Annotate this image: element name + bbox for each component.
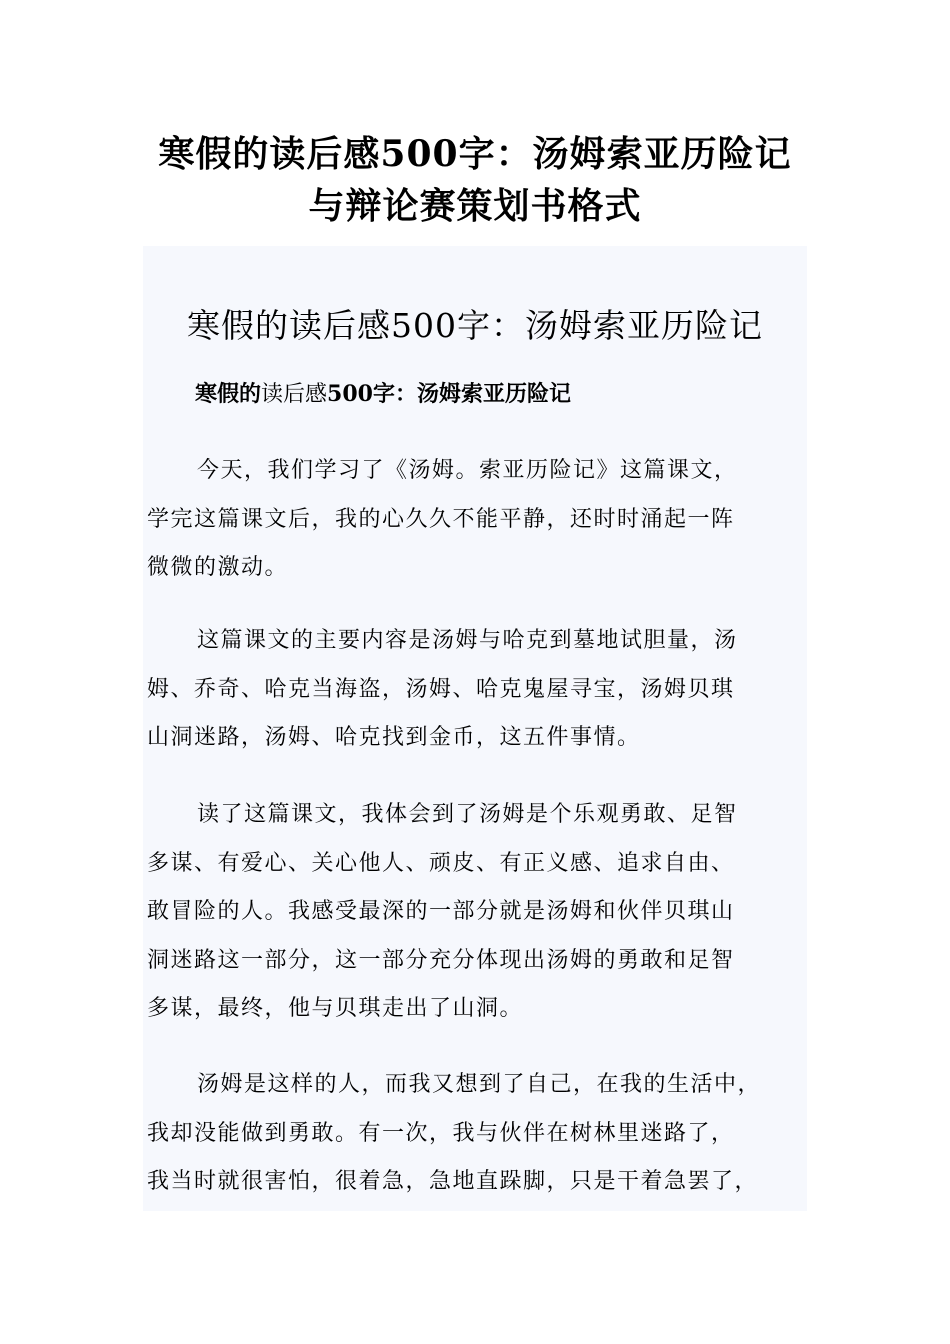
- section-subtitle: [195, 378, 571, 411]
- subtitle-part-1: 寒假的: [195, 381, 262, 407]
- paragraph-line: 多谋、有爱心、关心他人、顽皮、有正义感、追求自由、: [147, 850, 735, 876]
- document-title: [0, 128, 950, 232]
- paragraph-1: [147, 447, 807, 593]
- paragraph-line: 今天，我们学习了《汤姆。索亚历险记》这篇课文，: [197, 458, 738, 483]
- paragraph-line: 这篇课文的主要内容是汤姆与哈克到墓地试胆量，汤: [197, 628, 738, 653]
- paragraph-line: 微微的激动。: [147, 555, 289, 580]
- paragraph-2: [147, 617, 807, 763]
- paragraph-4: [147, 1061, 807, 1207]
- paragraph-line: 汤姆是这样的人，而我又想到了自己，在我的生活中，: [197, 1072, 762, 1097]
- paragraph-line: 我却没能做到勇敢。有一次，我与伙伴在树林里迷路了，: [147, 1120, 735, 1146]
- paragraph-line: 敢冒险的人。我感受最深的一部分就是汤姆和伙伴贝琪山: [147, 899, 735, 924]
- content-panel: [143, 246, 807, 1211]
- paragraph-line: 读了这篇课文，我体会到了汤姆是个乐观勇敢、足智: [197, 802, 738, 827]
- paragraph-3: [147, 791, 807, 1034]
- paragraph-line: 学完这篇课文后，我的心久久不能平静，还时时涌起一阵: [147, 506, 735, 532]
- paragraph-line: 我当时就很害怕，很着急，急地直跺脚，只是干着急罢了，: [147, 1169, 759, 1194]
- subtitle-part-2: 读后感: [261, 382, 328, 407]
- paragraph-line: 姆、乔奇、哈克当海盗，汤姆、哈克鬼屋寻宝，汤姆贝琪: [147, 676, 735, 702]
- paragraph-line: 山洞迷路，汤姆、哈克找到金币，这五件事情。: [147, 725, 641, 750]
- paragraph-line: 多谋，最终，他与贝琪走出了山洞。: [147, 996, 524, 1021]
- paragraph-line: 洞迷路这一部分，这一部分充分体现出汤姆的勇敢和足智: [147, 947, 735, 973]
- document-title-line-2: 与辩论赛策划书格式: [308, 185, 642, 227]
- subtitle-part-3: 500字：汤姆索亚历险记: [327, 381, 571, 407]
- document-title-line-1: 寒假的读后感500字：汤姆索亚历险记: [158, 133, 792, 175]
- section-heading: 寒假的读后感500字：汤姆索亚历险记: [187, 306, 763, 345]
